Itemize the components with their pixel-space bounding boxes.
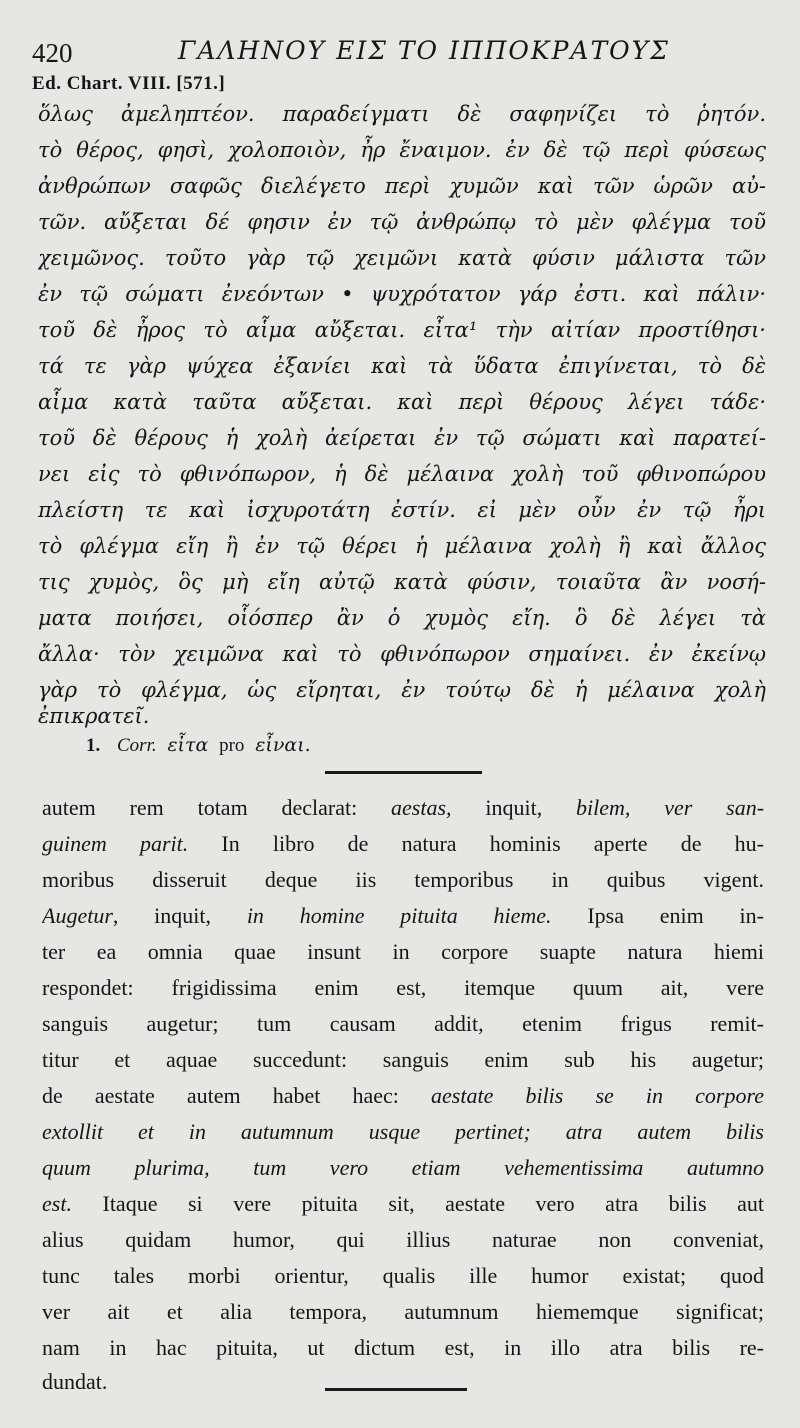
- latin-line: de aestate autem habet haec: aestate bilis se in corpore: [42, 1083, 764, 1108]
- latin-line: Augetur, inquit, in homine pituita hieme. Ipsa enim in-: [42, 903, 764, 928]
- running-title: ΓΑΛΗΝΟΥ ΕΙΣ ΤΟ ΙΠΠΟΚΡΑΤΟΥΣ: [178, 36, 670, 65]
- footnote-number: 1.: [86, 735, 101, 756]
- greek-line: τις χυμὸς, ὃς μὴ εἴη αὐτῷ κατὰ φύσιν, τοιαῦτα ἂν νοσή-: [38, 570, 766, 594]
- greek-line: ματα ποιήσει, οἷόσπερ ἂν ὁ χυμὸς εἴη. ὃ δὲ λέγει τὰ: [38, 606, 766, 630]
- page-number: 420: [32, 38, 73, 68]
- latin-line: nam in hac pituita, ut dictum est, in illo atra bilis re-: [42, 1335, 764, 1360]
- latin-line: moribus disseruit deque iis temporibus in quibus vigent.: [42, 867, 764, 892]
- greek-line: ἐπικρατεῖ.: [38, 704, 150, 728]
- latin-line: ver ait et alia tempora, autumnum hiememque significat;: [42, 1299, 764, 1324]
- greek-line: αἷμα κατὰ ταῦτα αὔξεται. καὶ περὶ θέρους λέγει τάδε·: [38, 390, 766, 414]
- greek-line: τὸ φλέγμα εἴη ἢ ἐν τῷ θέρει ἡ μέλαινα χολὴ ἢ καὶ ἄλλος: [38, 534, 766, 558]
- greek-line: ἄλλα· τὸν χειμῶνα καὶ τὸ φθινόπωρον σημαίνει. ἐν ἐκείνῳ: [38, 642, 766, 666]
- footnote-greek-word: εἶτα: [167, 734, 209, 756]
- footnote-corr: Corr.: [117, 735, 157, 756]
- greek-line: τῶν. αὔξεται δέ φησιν ἐν τῷ ἀνθρώπῳ τὸ μὲν φλέγμα τοῦ: [38, 210, 766, 234]
- greek-line: ἀνθρώπων σαφῶς διελέγετο περὶ χυμῶν καὶ τῶν ὡρῶν αὐ-: [38, 174, 766, 198]
- latin-line: quum plurima, tum vero etiam vehementissima autumno: [42, 1155, 764, 1180]
- footnote-pro: pro: [219, 735, 245, 756]
- latin-line: respondet: frigidissima enim est, itemque quum ait, vere: [42, 975, 764, 1000]
- latin-line: tunc tales morbi orientur, qualis ille humor existat; quod: [42, 1263, 764, 1288]
- latin-line: titur et aquae succedunt: sanguis enim sub his augetur;: [42, 1047, 764, 1072]
- latin-line: alius quidam humor, qui illius naturae non conveniat,: [42, 1227, 764, 1252]
- latin-line: extollit et in autumnum usque pertinet; atra autem bilis: [42, 1119, 764, 1144]
- greek-line: πλείστη τε καὶ ἰσχυροτάτη ἐστίν. εἰ μὲν οὖν ἐν τῷ ἦρι: [38, 498, 766, 522]
- latin-line: est. Itaque si vere pituita sit, aestate vero atra bilis aut: [42, 1191, 764, 1216]
- edition-reference: Ed. Chart. VIII. [571.]: [32, 73, 226, 94]
- greek-line: ὅλως ἀμεληπτέον. παραδείγματι δὲ σαφηνίζει τὸ ῥητόν.: [38, 102, 766, 126]
- footnote-greek-word: εἶναι.: [255, 734, 311, 756]
- footnote: [86, 734, 311, 757]
- latin-line: autem rem totam declarat: aestas, inquit, bilem, ver san-: [42, 795, 764, 820]
- greek-line: ἐν τῷ σώματι ἐνεόντων • ψυχρότατον γάρ ἐστι. καὶ πάλιν·: [38, 282, 766, 306]
- latin-line: guinem parit. In libro de natura hominis aperte de hu-: [42, 831, 764, 856]
- section-divider: [325, 771, 482, 774]
- latin-line: dundat.: [42, 1369, 108, 1394]
- greek-line: τοῦ δὲ θέρους ἡ χολὴ ἀείρεται ἐν τῷ σώματι καὶ παρατεί-: [38, 426, 766, 450]
- latin-line: sanguis augetur; tum causam addit, etenim frigus remit-: [42, 1011, 764, 1036]
- latin-line: ter ea omnia quae insunt in corpore suapte natura hiemi: [42, 939, 764, 964]
- greek-line: τά τε γὰρ ψύχεα ἐξανίει καὶ τὰ ὕδατα ἐπιγίνεται, τὸ δὲ: [38, 354, 766, 378]
- greek-line: χειμῶνος. τοῦτο γὰρ τῷ χειμῶνι κατὰ φύσιν μάλιστα τῶν: [38, 246, 766, 270]
- greek-line: νει εἰς τὸ φθινόπωρον, ἡ δὲ μέλαινα χολὴ τοῦ φθινοπώρου: [38, 462, 766, 486]
- greek-line: γὰρ τὸ φλέγμα, ὡς εἴρηται, ἐν τούτῳ δὲ ἡ μέλαινα χολὴ: [38, 678, 766, 702]
- greek-line: τὸ θέρος, φησὶ, χολοποιὸν, ἦρ ἔναιμον. ἐν δὲ τῷ περὶ φύσεως: [38, 138, 766, 162]
- greek-line: τοῦ δὲ ἦρος τὸ αἷμα αὔξεται. εἶτα¹ τὴν αἰτίαν προστίθησι·: [38, 318, 766, 342]
- bottom-divider: [325, 1388, 467, 1391]
